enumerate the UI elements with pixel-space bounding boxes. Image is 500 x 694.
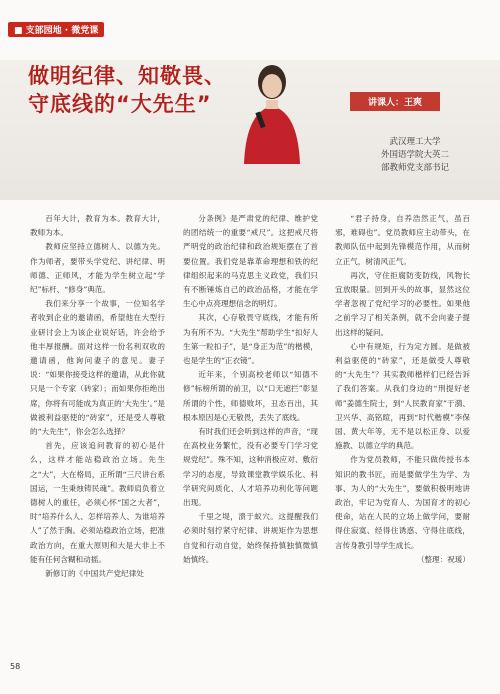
paragraph: 千里之堤，溃于蚁穴。这提醒我们必须时刻拧紧守纪律、讲规矩作为思想自觉和行动自觉，始终保持慎独慎微慎始慎终。 xyxy=(183,512,318,564)
paragraph: 教师应坚持立德树人、以德为先。作为师者，要带头学党纪、讲纪律、明师德、正师风，才能为学生树立起“学纪”标杆、“修身”典范。 xyxy=(30,242,165,295)
title-line-1: 做明纪律、知敬畏、 xyxy=(28,64,226,88)
speaker-affiliation xyxy=(340,136,490,175)
section-header xyxy=(0,0,500,38)
speaker-label: 讲课人：王爽 xyxy=(350,92,440,111)
page-number: 58 xyxy=(10,662,21,671)
article-title xyxy=(28,62,226,118)
paragraph: “君子持身，自养浩然正气，虽百邪，难碍也”。党员教师应主动带头，在教师队伍中起到先锋模范作用，从而树立正气，树清风正气。 xyxy=(335,214,470,266)
title-line-2: 守底线的“大先生” xyxy=(28,92,212,116)
paragraph: 再次，守住拒腐防变防线，风物长宜放眼量。回到开头的故事，显然这位学者忽视了党纪学习的必要性。如果他之前学习了相关条例，就不会向妻子提出这样的疑问。 xyxy=(335,270,470,337)
paragraph: 分条例》是严肃党的纪律、维护党的团结统一的重要“戒尺”。这把戒尺将严明党的政治纪律和政治规矩摆在了首要位置。我们党是靠革命理想和铁的纪律组织起来的马克思主义政党，我们只有不断锤炼自己的政治品格，才能在学生心中点亮理想信念的明灯。 xyxy=(183,214,318,309)
affiliation-line: 武汉理工大学 xyxy=(389,137,441,147)
affiliation-line: 部教师党支部书记 xyxy=(380,163,449,173)
paragraph: 首先，应该追问教育的初心是什么，这样才能站稳政治立场。先生之“大”，大在格局，正所谓“三尺讲台系国运，一生秉烛铸民魂”。教师肩负着立德树人的重任，必须心怀“国之大者”，时“培养什么人、怎样培养人、为谁培养人”了然于胸。必须站稳政治立场，把准政治方向，在重大原则和大是大非上不能有任何含糊和动摇。 xyxy=(30,441,165,564)
paragraph: 作为党员教师，不能只做传授书本知识的教书匠，而是要做学生为学、为事、为人的“大先生”，要做积极明地讲政治，牢记为党育人、为国育才的初心使命，站在人民的立场上做学问，要耐得住寂寞、经得住诱惑、守得住底线，言传身教引导学生成长。 xyxy=(335,455,470,550)
section-tag: ■ 支部园地 · 微党课 xyxy=(8,22,104,37)
body-column-3 xyxy=(335,212,470,567)
paragraph: 百年大计，教育为本。教育大计，教师为本。 xyxy=(30,214,165,238)
paragraph: 心中有规矩，行为定方圆。是做被利益驱使的“砖家”，还是做受人尊敬的“大先生”？其实教师楷样们已经告诉了我们答案。从我们身边的“刑提好老师”姜德生院士，到“人民教育家”于漪、卫兴华、高铭暄，再到“时代楷模”李保国、黄大年等，无不是以松正身、以爱施教、以德立学的典范。 xyxy=(335,341,470,451)
affiliation-line: 外国语学院大英二 xyxy=(380,150,449,160)
speaker-portrait xyxy=(232,60,312,164)
paragraph: 近年来，个别高校老师以“知德不修”标榜所谓的前卫，以“口无遮拦”彰显所谓的个性，师德败坏，丑态百出，其根本原因是心无敬畏，丢失了底线。 xyxy=(183,370,318,422)
paragraph: 新修订的《中国共产党纪律处 xyxy=(45,569,144,579)
speaker-banner xyxy=(350,90,440,111)
paragraph: 其次，心存敬畏守底线，才能有所为有所不为。“大先生”帮助学生“扣好人生第一粒扣子”，是“身正为范”的楷模，也是学生的“正衣镜”。 xyxy=(183,313,318,366)
editor-credit: （整理：祝瑗） xyxy=(416,554,470,564)
body-column-2 xyxy=(183,212,318,567)
paragraph: 我们来分享一个故事，一位知名学者收到企业的邀请函，希望他在大型行业研讨会上为该企业说好话，许会给予他丰厚报酬。面对这样一份名利双收的邀请函，他询问妻子的意见。妻子说：“如果你接受这样的邀请，从此你就只是一个专家（砖家）；而如果你拒绝出席，你将有可能成为真正的‘大先生’。”是做被利益驱使的“砖家”，还是受人尊敬的“大先生”，你会怎么选择？ xyxy=(30,299,165,437)
body-column-1 xyxy=(30,212,165,581)
paragraph: 有时我们还会听到这样的声音，“现在高校业务繁忙，没有必要专门学习党规党纪”。殊不知，这种消极应对、敷衍学习的态度，导致课堂教学娱乐化、科学研究间质化、人才培养功利化等问题出现。 xyxy=(183,427,318,508)
